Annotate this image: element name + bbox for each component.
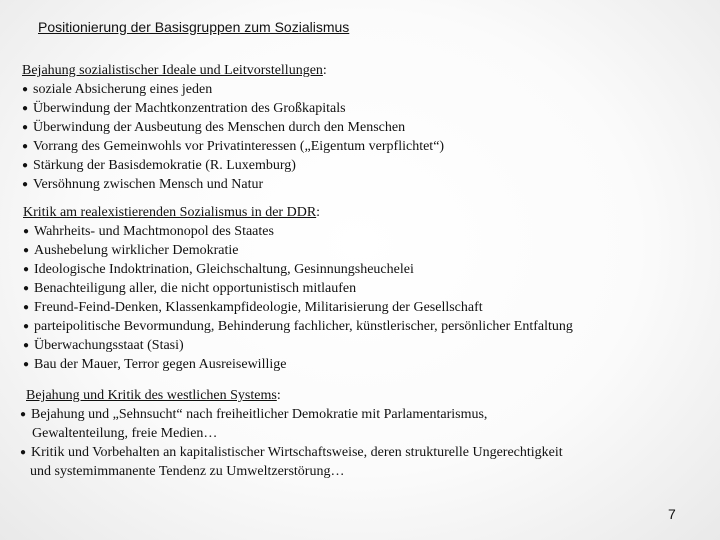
bullet-icon: ● <box>22 179 29 190</box>
section-ideals <box>22 61 444 194</box>
page-number: 7 <box>668 506 676 522</box>
list-item-text: Überwachungsstaat (Stasi) <box>34 338 184 353</box>
list-item-continuation <box>20 424 563 443</box>
section-heading <box>20 386 563 405</box>
bullet-icon: ● <box>23 340 30 351</box>
list-item <box>23 298 573 317</box>
list-item-text: Überwindung der Machtkonzentration des Großkapitals <box>33 101 346 116</box>
list-item <box>22 156 444 175</box>
heading-colon: : <box>316 205 321 220</box>
section-heading-text: Bejahung sozialistischer Ideale und Leitvorstellungen <box>22 63 323 78</box>
bullet-icon: ● <box>23 264 30 275</box>
list-item <box>20 405 563 424</box>
list-item <box>22 118 444 137</box>
bullet-icon: ● <box>20 447 27 458</box>
list-item <box>23 336 573 355</box>
list-item <box>23 355 573 374</box>
bullet-icon: ● <box>22 103 29 114</box>
section-heading-text: Bejahung und Kritik des westlichen Systems <box>26 388 277 403</box>
list-item-text: Ideologische Indoktrination, Gleichschaltung, Gesinnungsheuchelei <box>34 262 414 277</box>
bullet-icon: ● <box>23 245 30 256</box>
bullet-icon: ● <box>20 409 27 420</box>
list-item-text: Bejahung und „Sehnsucht“ nach freiheitlicher Demokratie mit Parlamentarismus, <box>31 407 488 422</box>
section-heading <box>22 61 444 80</box>
heading-colon: : <box>322 63 327 78</box>
bullet-icon: ● <box>22 141 29 152</box>
bullet-icon: ● <box>22 160 29 171</box>
list-item <box>23 222 573 241</box>
list-item-text: Kritik und Vorbehalten an kapitalistischer Wirtschaftsweise, deren strukturelle Ungerechtigkeit <box>31 445 563 460</box>
list-item-text: Überwindung der Ausbeutung des Menschen durch den Menschen <box>33 120 406 135</box>
list-item <box>22 175 444 194</box>
list-item-text: Vorrang des Gemeinwohls vor Privatinteressen („Eigentum verpflichtet“) <box>33 139 445 154</box>
section-heading <box>23 203 573 222</box>
section-west-system <box>20 386 563 481</box>
list-item-continuation <box>20 462 563 481</box>
list-item-text: Versöhnung zwischen Mensch und Natur <box>33 177 264 192</box>
list-item-text: Gewaltenteilung, freie Medien… <box>32 426 218 441</box>
list-item <box>23 279 573 298</box>
list-item-text: parteipolitische Bevormundung, Behinderung fachlicher, künstlerischer, persönlicher Entfaltung <box>34 319 573 334</box>
bullet-icon: ● <box>22 84 29 95</box>
slide-title: Positionierung der Basisgruppen zum Sozialismus <box>38 19 350 35</box>
bullet-icon: ● <box>22 122 29 133</box>
list-item <box>23 241 573 260</box>
list-item <box>22 137 444 156</box>
list-item-text: und systemimmanente Tendenz zu Umweltzerstörung… <box>30 464 345 479</box>
list-item <box>22 99 444 118</box>
list-item-text: Wahrheits- und Machtmonopol des Staates <box>34 224 274 239</box>
bullet-icon: ● <box>23 283 30 294</box>
heading-colon: : <box>276 388 281 403</box>
section-ddr-critique <box>23 203 573 374</box>
list-item-text: soziale Absicherung eines jeden <box>33 82 213 97</box>
list-item-text: Bau der Mauer, Terror gegen Ausreisewillige <box>34 357 287 372</box>
list-item <box>20 443 563 462</box>
list-item-text: Aushebelung wirklicher Demokratie <box>34 243 239 258</box>
list-item-text: Stärkung der Basisdemokratie (R. Luxemburg) <box>33 158 296 173</box>
list-item <box>23 260 573 279</box>
bullet-icon: ● <box>23 359 30 370</box>
section-heading-text: Kritik am realexistierenden Sozialismus in der DDR <box>23 205 317 220</box>
list-item-text: Benachteiligung aller, die nicht opportunistisch mitlaufen <box>34 281 357 296</box>
list-item <box>22 80 444 99</box>
list-item-text: Freund-Feind-Denken, Klassenkampfideologie, Militarisierung der Gesellschaft <box>34 300 483 315</box>
bullet-icon: ● <box>23 226 30 237</box>
bullet-icon: ● <box>23 302 30 313</box>
bullet-icon: ● <box>23 321 30 332</box>
list-item <box>23 317 573 336</box>
